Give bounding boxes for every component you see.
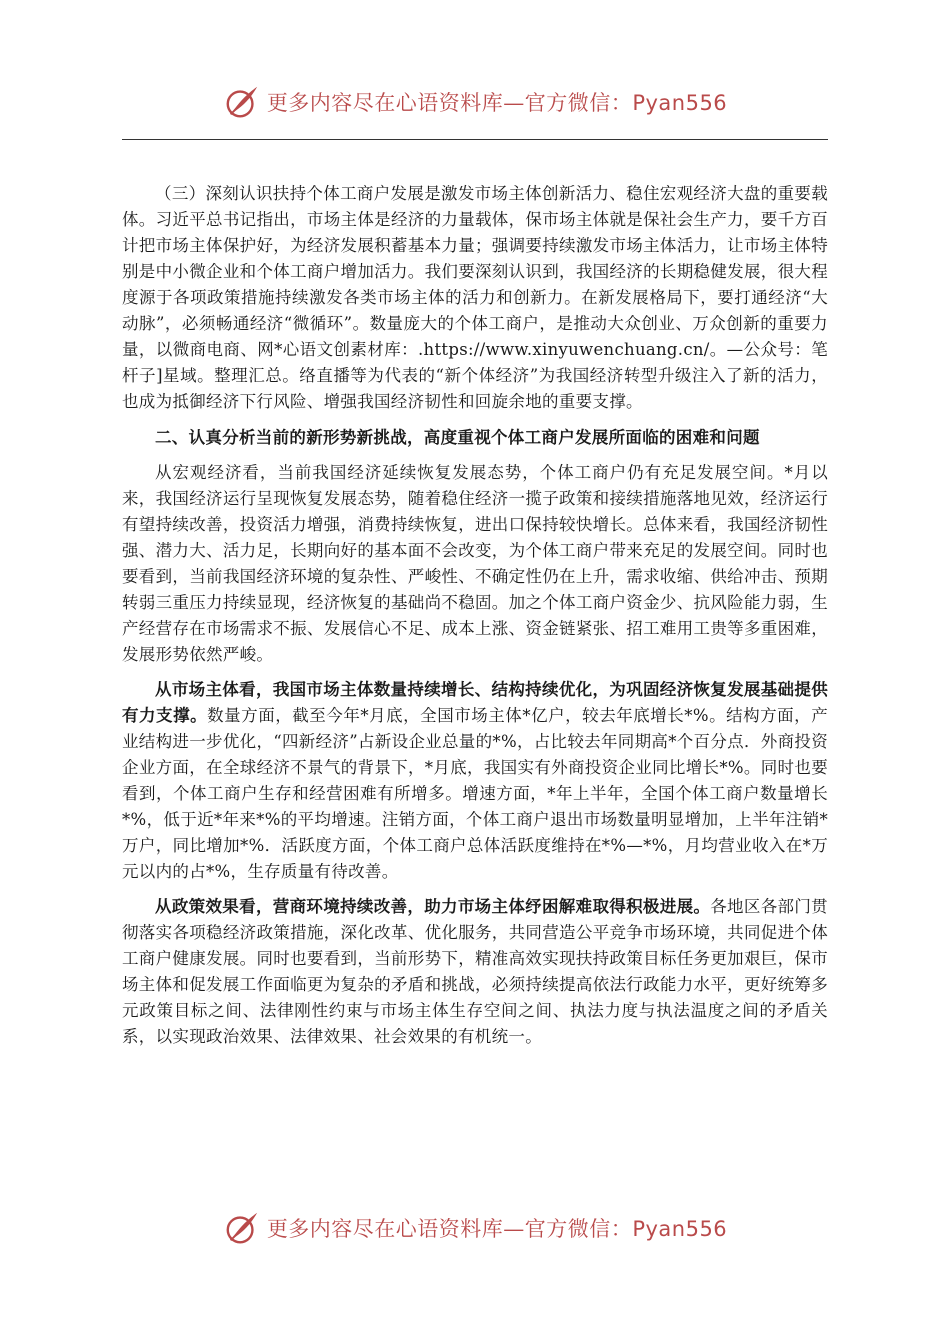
- paragraph-lead: 从市场主体看，我国市场主体数量持续增长、结构持续优化，为巩固经济恢复发展基础提供有力支撑。: [122, 680, 828, 725]
- banner-text: 更多内容尽在心语资料库—官方微信：Pyan556: [266, 91, 728, 115]
- document-body: [122, 181, 828, 1059]
- paragraph: （三）深刻认识扶持个体工商户发展是激发市场主体创新活力、稳住宏观经济大盘的重要载体。习近平总书记指出，市场主体是经济的力量载体，保市场主体就是保社会生产力，要千方百计把市场主体保护好，为经济发展积蓄基本力量；强调要持续激发市场主体活力，让市场主体特别是中小微企业和个体工商户增加活力。我们要深刻认识到，我国经济的长期稳健发展，很大程度源于各项政策措施持续激发各类市场主体的活力和创新力。在新发展格局下，要打通经济“大动脉”，必须畅通经济“微循环”。数量庞大的个体工商户，是推动大众创业、万众创新的重要力量，以微商电商、网*心语文创素材库：.https://www.xinyuwenchuang.cn/。—公众号：笔杆子]星域。整理汇总。络直播等为代表的“新个体经济”为我国经济转型升级注入了新的活力，也成为抵御经济下行风险、增强我国经济韧性和回旋余地的重要支撑。: [122, 184, 828, 411]
- wechat-id: Pyan556: [632, 1217, 728, 1241]
- paragraph-body: 数量方面，截至今年*月底，全国市场主体*亿户，较去年底增长*%。结构方面，产业结构进一步优化，“四新经济”占新设企业总量的*%，占比较去年同期高*个百分点．外商投资企业方面，在全球经济不景气的背景下，*月底，我国实有外商投资企业同比增长*%。同时也要看到，个体工商户生存和经营困难有所增多。增速方面，*年上半年，全国个体工商户数量增长*%，低于近*年来*%的平均增速。注销方面，个体工商户退出市场数量明显增加，上半年注销*万户，同比增加*%．活跃度方面，个体工商户总体活跃度维持在*%—*%，月均营业收入在*万元以内的占*%，生存质量有待改善。: [122, 706, 829, 881]
- paragraph: [122, 894, 828, 1050]
- feather-pen-logo-icon: [223, 83, 261, 121]
- banner-text: 更多内容尽在心语资料库—官方微信：Pyan556: [266, 1217, 728, 1241]
- paragraph-body: 各地区各部门贯彻落实各项稳经济政策措施，深化改革、优化服务，共同营造公平竞争市场环境，共同促进个体工商户健康发展。同时也要看到，当前形势下，精准高效实现扶持政策目标任务更加艰巨，保市场主体和促发展工作面临更为复杂的矛盾和挑战，必须持续提高依法行政能力水平，更好统筹多元政策目标之间、法律刚性约束与市场主体生存空间之间、执法力度与执法温度之间的矛盾关系，以实现政治效果、法律效果、社会效果的有机统一。: [122, 897, 828, 1046]
- paragraph: [122, 677, 828, 885]
- header-divider: [122, 139, 828, 140]
- feather-pen-logo-icon: [223, 1209, 261, 1247]
- paragraph: 从宏观经济看，当前我国经济延续恢复发展态势，个体工商户仍有充足发展空间。*月以来，我国经济运行呈现恢复发展态势，随着稳住经济一揽子政策和接续措施落地见效，经济运行有望持续改善，投资活力增强，消费持续恢复，进出口保持较快增长。总体来看，我国经济韧性强、潜力大、活力足，长期向好的基本面不会改变，为个体工商户带来充足的发展空间。同时也要看到，当前我国经济环境的复杂性、严峻性、不确定性仍在上升，需求收缩、供给冲击、预期转弱三重压力持续显现，经济恢复的基础尚不稳固。加之个体工商户资金少、抗风险能力弱，生产经营存在市场需求不振、发展信心不足、成本上涨、资金链紧张、招工难用工贵等多重困难，发展形势依然严峻。: [122, 463, 828, 664]
- footer-banner: [0, 1208, 950, 1248]
- header-banner: [0, 82, 950, 122]
- paragraph-lead: 从政策效果看，营商环境持续改善，助力市场主体纾困解难取得积极进展。: [155, 897, 711, 916]
- wechat-id: Pyan556: [632, 91, 728, 115]
- section-heading: 二、认真分析当前的新形势新挑战，高度重视个体工商户发展所面临的困难和问题: [155, 428, 760, 447]
